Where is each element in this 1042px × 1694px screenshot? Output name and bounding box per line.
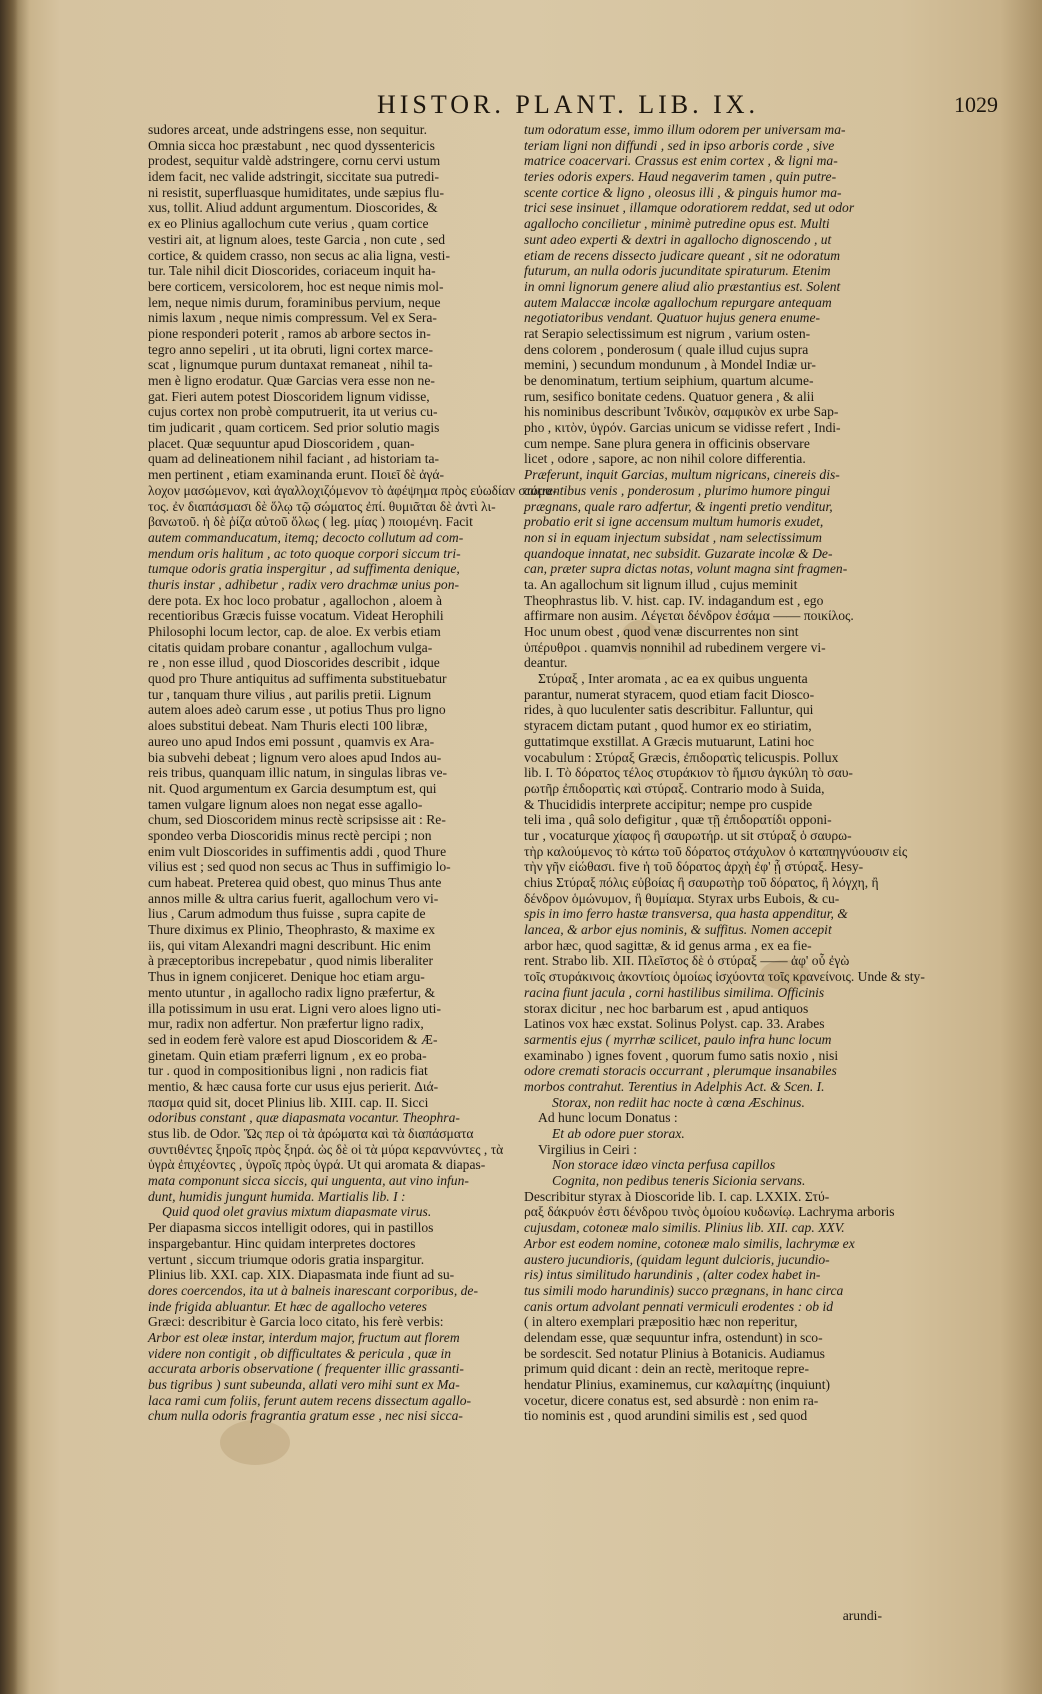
text-line: Omnia sicca hoc præstabunt , nec quod dyssentericis [148,137,435,153]
text-line: cujus cortex non probè computruerit, ita ut verius cu- [148,404,438,420]
text-line: pione responderi poterit , ramos ab arbore sectos in- [148,325,431,341]
text-line: aureo uno apud Indos emi possunt , quamvis ex Ara- [148,733,435,749]
text-line: inde frigida abluantur. Et hæc de agallocho veteres [148,1298,427,1314]
text-line: tus simili modo harundinis) succo prægnans, in hanc circa [524,1282,844,1298]
text-line: styracem dictam putant , quod humor ex eo stiriatim, [524,718,812,734]
text-line: vocabulum : Στύραξ Græcis, ἐπιδορατὶς telicuspis. Pollux [524,749,839,765]
text-line: laca rami cum foliis, ferunt autem recens dissectum agallo- [148,1392,472,1408]
text-line: examinabo ) ignes fovent , quorum fumo satis noxio , nisi [524,1047,839,1063]
text-line: tumque odoris gratia inspergitur , ad suffimenta denique, [148,561,460,577]
text-line: δένδρον ὁμώνυμον, ἢ θυμίαμα. Styrax urbs Eubois, & cu- [524,890,840,906]
text-line: cum nempe. Sane plura genera in officinis observare [524,435,810,451]
text-line: cortice, & quidem crasso, non secus ac alia ligna, vesti- [148,247,450,263]
text-line: etiam de recens dissecto judicare queant , sit ne odoratum [524,247,841,263]
text-line: ραξ δάκρυόν ἐστι δένδρου τινὸς ὁμοίου κυδωνίῳ. Lachryma arboris [524,1204,895,1220]
text-line: morbos contrahut. Terentius in Adelphis Act. & Scen. I. [524,1078,825,1094]
text-line: scente cortice & ligno , oleosus illi , & pinguis humor ma- [524,184,842,200]
text-line: tim judicarit , quam corticem. Sed prior solutio magis [148,420,440,436]
text-line: ὑγρὰ ἐπιχέοντες , ὑγροῖς πρὸς ὑγρά. Ut qui aromata & diapas- [148,1157,486,1173]
text-line: videre non contigit , ob difficultates & pericula , quæ in [148,1345,452,1361]
text-line: τὴρ καλούμενος τὸ κάτω τοῦ δόρατος στάχυλον ὁ καταπηγνύουσιν εἰς [524,843,908,859]
text-line: racina fiunt jacula , corni hastilibus similima. Officinis [524,984,825,1000]
text-line: prægnans, quale raro adfertur, & ingenti pretio venditur, [524,498,833,514]
running-title: HISTOR. PLANT. LIB. IX. [376,90,760,119]
right-text-column [524,122,925,1424]
text-line: Στύραξ , Inter aromata , ac ea ex quibus unguenta [538,671,808,687]
text-line: deantur. [524,655,568,671]
text-line: men pertinent , etiam examinanda erunt. Ποιεῖ δὲ ἀγά- [148,467,445,483]
text-line: idem facit, nec valide adstringit, siccitate sua putredi- [148,169,440,185]
text-line: συντιθέντες ξηροῖς πρὸς ξηρά. ὡς δὲ οἱ τὰ μύρα κεραννύντες , τὰ [148,1141,504,1157]
text-line: dunt, humidis jungunt humida. Martialis lib. I : [148,1188,406,1204]
text-line: arbor hæc, quod sagittæ, & id genus arma , ex ea fie- [524,937,812,953]
text-line: inspargebantur. Hinc quidam interpretes doctores [148,1235,416,1251]
text-line: guttatimque exstillat. A Græcis mutuarunt, Latini hoc [524,733,814,749]
text-line: canis ortum advolant pennati vermiculi erodentes : ob id [524,1298,834,1314]
text-line: iis, qui vitam Alexandri magni describunt. Hic enim [148,937,431,953]
text-line: ὑπέρυθροι . quamvis nonnihil ad rubedinem vergere vi- [524,639,826,655]
text-line: ex eo Plinius agallochum cute verius , quam cortice [148,216,429,232]
text-line: sunt adeo experti & dextri in agallocho dignoscendo , ut [524,231,832,247]
text-line: πασμα quid sit, docet Plinius lib. XIII. cap. II. Sicci [148,1094,429,1110]
text-line: spondeo verba Dioscoridis minus rectè percipi ; non [148,827,432,843]
text-line: ni resistit, superfluasque humiditates, unde sæpius flu- [148,184,445,200]
text-line: his nominibus describunt Ἰνδικὸν, σαμφικὸν ex urbe Sap- [524,404,839,420]
text-line: gat. Fieri autem potest Dioscoridem lignum vidisse, [148,388,430,404]
text-line: autem aloes adeò carum esse , ut potius Thus pro ligno [148,702,446,718]
running-head [60,90,1020,120]
text-line: & Thucididis interprete accipitur; nempe pro cuspide [524,796,813,812]
text-line: memini, ) secundum mondunum , à Mondel Indiæ ur- [524,357,816,373]
text-line: autem commanducatum, itemq; decocto collutum ad com- [148,529,464,545]
text-line: dens colorem , ponderosum ( quale illud cujus supra [524,341,809,357]
text-line: reis tribus, quanquam illic natum, in singulas libras ve- [148,765,448,781]
text-line: tegro anno sepeliri , ut ita obruti, ligni cortex marce- [148,341,433,357]
text-line: tur. Tale nihil dicit Dioscorides, coriaceum inquit ha- [148,263,436,279]
text-line: Ad hunc locum Donatus : [538,1110,678,1126]
text-line: à præceptoribus increpebatur , quod nimis liberaliter [148,953,434,969]
text-line: scat , lignumque purum duntaxat remaneat , nihil ta- [148,357,433,373]
text-line: Latinos vox hæc exstat. Solinus Polyst. cap. 33. Arabes [524,1016,825,1032]
text-line: futurum, an nulla odoris jucunditate spiraturum. Etenim [524,263,831,279]
text-line: negotiatoribus vendant. Quatuor hujus genera enume- [524,310,821,326]
text-line: teries odoris expers. Haud negaverim tamen , quin putre- [524,169,837,185]
text-line: tur . quod in compositionibus ligni , non radicis fiat [148,1063,428,1079]
binding-shadow [0,0,18,1694]
text-line: Plinius lib. XXI. cap. XIX. Diapasmata inde fiunt ad su- [148,1267,455,1283]
text-line: bia subvehi debeat ; lignum vero aloes apud Indos au- [148,749,442,765]
text-line: vocetur, dicere conatus est, sed absurdè : non enim ra- [524,1392,819,1408]
text-line: Philosophi locum lector, cap. de aloe. Ex verbis etiam [148,624,441,639]
text-line: storax dicitur , nec hoc barbarum est , apud antiquos [524,1000,809,1016]
text-line: autem Malaccæ incolæ agallochum repurgare antequam [524,294,832,310]
text-line: τοῖς στυράκινοις ἀκοντίοις ὁμοίως ἰσχύοντα τοῖς κρανείνοις. Unde & sty- [524,969,925,985]
text-line: Thure diximus ex Plinio, Theophrasto, & maxime ex [148,922,436,938]
text-line: sed in eodem ferè valore est apud Dioscoridem & Æ- [148,1031,438,1047]
text-line: dores coercendos, ita ut à balneis inarescant corporibus, de- [148,1282,478,1298]
text-line: rides, à quo luculenter satis describitur. Falluntur, qui [524,702,814,718]
text-line: annos mille & ultra carius fuerit, agallochum vero vi- [148,890,439,906]
text-line: thuris instar , adhibetur , radix vero drachmæ unius pon- [148,576,460,592]
text-line: Storax, non rediit hac nocte à cœna Æschinus. [552,1094,805,1110]
text-line: ρωτῆρ ἐπιδορατὶς καὶ στύραξ. Contrario modo à Suida, [524,780,825,796]
text-line: Per diapasma siccos intelligit odores, qui in pastillos [148,1220,434,1236]
text-line: men è ligno erodatur. Quæ Garcias vera esse non ne- [148,373,435,388]
text-line: quam ad delineationem nihil faciant , ad historiam ta- [148,451,440,467]
text-line: Describitur styrax à Dioscoride lib. I. cap. LXXIX. Στύ- [524,1188,830,1204]
text-line: matrice coacervari. Crassus est enim cortex , & ligni ma- [524,153,838,169]
text-line: tum odoratum esse, immo illum odorem per universam ma- [524,122,846,137]
text-line: vilius est ; sed quod non secus ac Thus in suffimigio lo- [148,859,451,875]
text-line: hendatur Plinius, examinemus, cur καλαμίτης (inquiunt) [524,1377,831,1392]
text-line: Thus in ignem conjiceret. Denique hoc etiam argu- [148,969,425,985]
text-line: ta. An agallochum sit lignum illud , cujus meminit [524,576,798,592]
text-line: illa potissimum in usu erat. Ligni vero aloes ligno uti- [148,1000,441,1016]
text-line: tur , vocaturque χίαφος ἢ σαυρωτήρ. ut sit στύραξ ὁ σαυρω- [524,827,852,843]
text-line: nimis laxum , neque nimis compressum. Vel ex Sera- [148,310,437,326]
text-line: austero jucundioris, (quidam legunt dulcioris, jucundio- [524,1251,830,1267]
foxing-stain [220,1420,290,1465]
text-line: citatis quidam probare conantur , agallochum vulga- [148,639,433,655]
text-line: re , non esse illud , quod Dioscorides describit , idque [148,655,440,671]
text-line: quandoque innatat, nec subsidit. Guzarate incolæ & De- [524,545,833,561]
text-line: Præferunt, inquit Garcias, multum nigricans, cinereis dis- [524,467,840,483]
text-line: ( in altero exemplari præpositio hæc non reperitur, [524,1314,798,1330]
text-line: rum, sesifico bonitate cedens. Quatuor genera , & alii [524,388,815,404]
text-line: chum, sed Dioscoridem minus rectè scripsisse ait : Re- [148,812,446,828]
text-line: be denominatum, tertium seiphium, quartum alcume- [524,373,814,388]
text-line: lius , Carum admodum thus fuisse , supra capite de [148,906,426,922]
text-line: vestiri ait, at lignum aloes, teste Garcia , non cute , sed [148,231,446,247]
text-line: lem, neque nimis durum, foraminibus pervium, neque [148,294,441,310]
text-line: dere pota. Ex hoc loco probatur , agallochon , aloem à [148,592,443,608]
text-line: lancea, & arbor ejus nominis, & suffitus. Nomen accepit [524,922,832,938]
text-line: teriam ligni non diffundi , sed in ipso arboris corde , sive [524,137,835,153]
text-line: λοχον μασώμενον, καὶ ἀγαλλοχιζόμενον τὸ ἀφέψημα πρὸς εὐωδίαν στόμα- [148,482,557,498]
text-line: primum quid dicant : dein an rectè, meritoque repre- [524,1361,809,1377]
text-line: sarmentis ejus ( myrrhæ scilicet, paulo infra hunc locum [524,1031,832,1047]
text-line: odoribus constant , quæ diapasmata vocantur. Theophra- [148,1110,460,1126]
text-line: bere corticem, versicolorem, hoc est neque nimis mol- [148,278,444,294]
text-line: lib. I. Τὸ δόρατος τέλος στυράκιον τὸ ἥμισυ ἀγκύλη τὸ σαυ- [524,765,853,781]
text-line: non si in equam injectum subsidat , nam selectissimum [524,529,822,545]
text-line: chius Στύραξ πόλις εὐβοίας ἢ σαυρωτὴρ τοῦ δόρατος, ἢ λόγχη, ἢ [524,875,879,890]
text-line: rent. Strabo lib. XII. Πλεῖστος δὲ ὁ στύραξ —— ἀφ' οὗ ἐγὼ [524,953,850,969]
text-line: pho , κιτὸν, ὑγρόν. Garcias unicum se vidisse refert , Indi- [524,420,841,436]
text-line: licet , odore , sapore, ac non nihil colore differentia. [524,451,806,467]
text-line: Et ab odore puer storax. [552,1126,685,1141]
text-line: teli ima , quâ solo defigitur , quæ τῇ ἐπιδορατίδι opponi- [524,812,832,828]
text-line: nit. Quod argumentum ex Garcia desumptum est, qui [148,780,437,796]
text-line: chum nulla odoris fragrantia gratum esse , nec nisi sicca- [148,1408,463,1424]
text-line: bus tigribus ) sunt subeunda, allati vero mihi sunt ex Ma- [148,1377,460,1392]
text-line: Græci: describitur è Garcia loco citato, his ferè verbis: [148,1314,444,1330]
text-line: Virgilius in Ceiri : [538,1141,637,1157]
text-line: Theophrastus lib. V. hist. cap. IV. indagandum est , ego [524,592,824,608]
text-line: aloes substitui debeat. Nam Thuris electi 100 libræ, [148,718,428,734]
text-line: ris) intus similitudo harundinis , (alter codex habet in- [524,1267,821,1283]
text-line: Hoc unum obest , quod venæ discurrentes non sint [524,624,799,639]
text-line: quod pro Thure antiquitus ad suffimenta substituebatur [148,671,447,687]
text-line: parantur, numerat styracem, quod etiam facit Diosco- [524,686,815,702]
text-line: τὴν γῆν εἰώθασι. five ἡ τοῦ δόρατος ἀρχὴ ἐφ' ᾗ στύραξ. Hesy- [524,859,864,875]
text-line: mur, radix non adfertur. Non præfertur ligno radix, [148,1016,424,1032]
text-line: placet. Quæ sequuntur apud Dioscoridem , quan- [148,435,415,451]
text-line: mento utuntur , in agallocho radix ligno præfertur, & [148,984,436,1000]
text-line: recentioribus Græcis fuisse vocatum. Videat Herophili [148,608,444,624]
page-number: 1029 [954,92,998,117]
text-line: can, præter supra dictas notas, volunt magna sint fragmen- [524,561,848,577]
text-line: odore cremati storacis occurrant , plerumque insanabiles [524,1063,837,1079]
text-line: cum habeat. Preterea quid obest, quo minus Thus ante [148,875,442,890]
text-line: sudores arceat, unde adstringens esse, non sequitur. [148,122,427,137]
text-line: affirmare non ausim. Λέγεται δένδρον ἐσάμα —— ποικίλος. [524,608,854,624]
text-line: in omni lignorum genere aliud alio præstantius est. Solent [524,278,841,294]
text-line: Arbor est oleæ instar, interdum major, fructum aut florem [148,1329,460,1345]
text-line: prodest, sequitur valdè adstringere, cornu cervi ustum [148,153,441,169]
text-line: Cognita, non pedibus teneris Sicionia servans. [552,1173,806,1189]
text-line: probatio erit si igne accensum multum humoris exudet, [524,514,824,530]
text-line: xus, tollit. Aliud addunt argumentum. Dioscorides, & [148,200,438,216]
text-line: βανωτοῦ. ἡ δὲ ῥίζα αὐτοῦ ὅλως ( leg. μίας ) ποιομένη. Facit [148,514,473,530]
text-line: rat Serapio selectissimum est nigrum , varium osten- [524,325,811,341]
text-line: cujusdam, cotoneæ malo similis. Plinius lib. XII. cap. XXV. [524,1220,845,1236]
text-line: enim vult Dioscorides in suffimentis addi , quod Thure [148,843,447,859]
text-line: currentibus venis , ponderosum , plurimo humore pingui [524,482,831,498]
text-line: Arbor est eodem nomine, cotoneæ malo similis, lachrymæ ex [524,1235,855,1251]
text-line: Non storace idæo vincta perfusa capillos [552,1157,776,1173]
text-line: spis in imo ferro hastæ transversa, qua hasta appenditur, & [524,906,848,922]
text-line: Quid quod olet gravius mixtum diapasmate virus. [162,1204,432,1220]
text-line: mentio, & hæc causa forte cur usus ejus perierit. Διά- [148,1078,439,1094]
text-line: be sordescit. Sed notatur Plinius à Botanicis. Audiamus [524,1345,825,1361]
text-line: mendum oris halitum , ac toto quoque corpori siccum tri- [148,545,461,561]
text-line: stus lib. de Odor. Ὥς περ οἱ τὰ ἀρώματα καὶ τὰ διαπάσματα [148,1126,474,1141]
text-line: mata componunt sicca siccis, qui unguenta, aut vino infun- [148,1173,469,1189]
text-line: trici sese insinuet , illamque odoratiorem reddat, sed ut odor [524,200,855,216]
text-line: vertunt , siccum triumque odoris gratia inspargitur. [148,1251,425,1267]
text-line: accurata arboris observatione ( frequenter illic grassanti- [148,1361,464,1377]
text-line: τος. ἐν διαπάσμασι δὲ ὅλῳ τῷ σώματος ἐπί. θυμιᾶται δὲ ἀντὶ λι- [148,498,496,514]
text-line: delendam esse, quæ sequuntur infra, ostendunt) in sco- [524,1329,823,1345]
text-line: ginetam. Quin etiam præferri lignum , ex eo proba- [148,1047,427,1063]
text-line: tio nominis est , quod arundini similis est , sed quod [524,1408,808,1424]
text-line: agallocho concilietur , minimè putredine opus est. Multi [524,216,830,232]
catchword: arundi- [842,1608,882,1623]
text-line: tur , tanquam thure vilius , aut parilis pretii. Lignum [148,686,432,702]
text-line: tamen vulgare lignum aloes non negat esse agallo- [148,796,423,812]
